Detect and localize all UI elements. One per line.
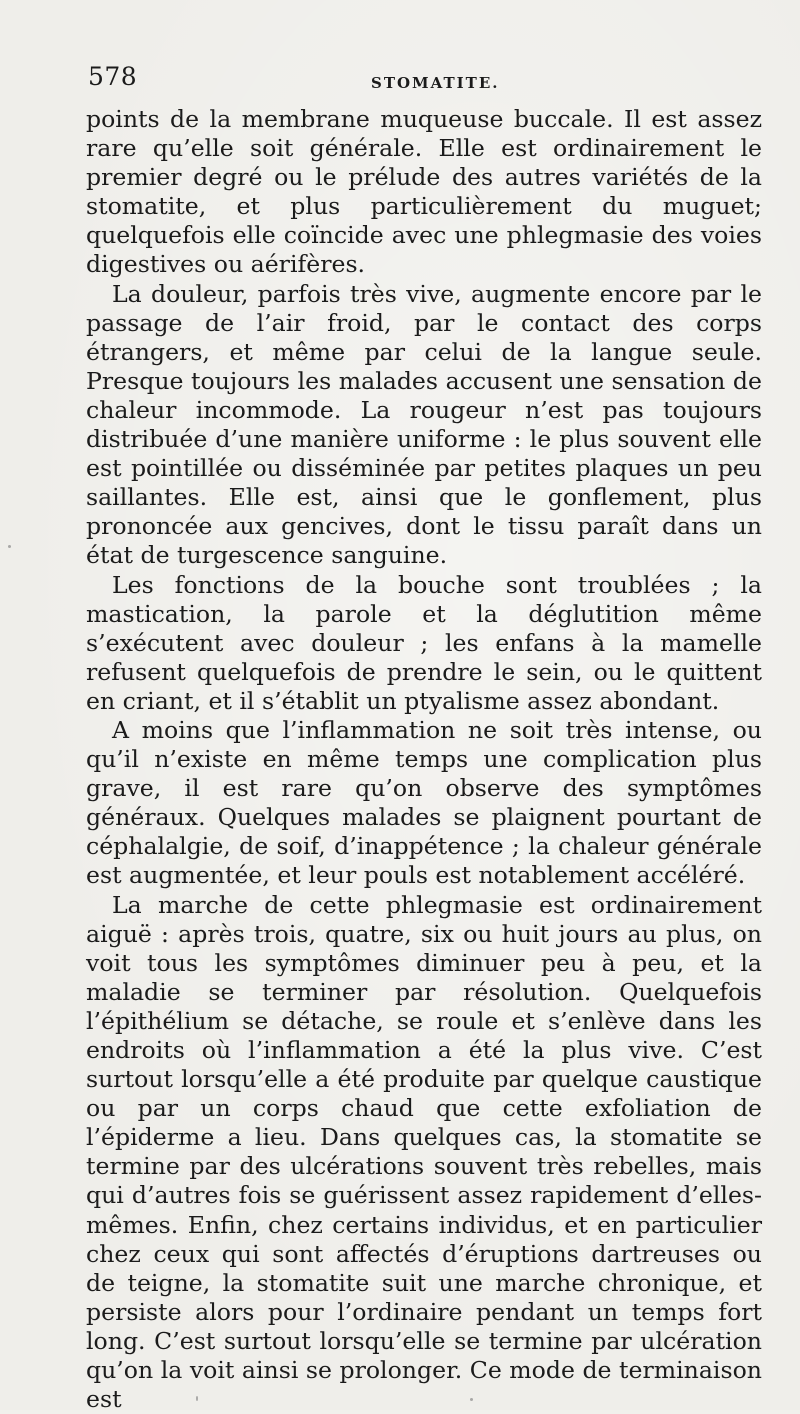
paper-speck [470, 1398, 473, 1401]
paragraph-4: A moins que l’inflammation ne soit très intense, ou qu’il n’existe en même temps une complication plus grave, il est rare qu’on observe des symptômes généraux. Quelques malades se plaignent pourtant de céphalalgie, de soif, d’inappétence ; la chaleur générale est augmentée, et leur pouls est notablement accéléré. [86, 715, 762, 890]
page-number: 578 [88, 62, 138, 91]
page-header [86, 62, 776, 102]
body-text [86, 105, 762, 1414]
paper-speck [8, 545, 11, 548]
paragraph-5: La marche de cette phlegmasie est ordinairement aiguë : après trois, quatre, six ou huit jours au plus, on voit tous les symptômes diminuer peu à peu, et la maladie se terminer par résolution. Quelquefois l’épithélium se détache, se roule et s’enlève dans les endroits où l’inflammation a été la plus vive. C’est surtout lorsqu’elle a été produite par quelque caustique ou par un corps chaud que cette exfoliation de l’épiderme a lieu. Dans quelques cas, la stomatite se termine par des ulcérations souvent très rebelles, mais qui d’autres fois se guérissent assez rapidement d’elles-mêmes. Enfin, chez certains individus, et en particulier chez ceux qui sont affectés d’éruptions dartreuses ou de teigne, la stomatite suit une marche chronique, et persiste alors pour l’ordinaire pendant un temps fort long. C’est surtout lorsqu’elle se termine par ulcération qu’on la voit ainsi se prolonger. Ce mode de terminaison est [86, 890, 762, 1414]
paragraph-1: points de la membrane muqueuse buccale. Il est assez rare qu’elle soit générale. Elle est ordinairement le premier degré ou le prélude des autres variétés de la stomatite, et plus particulièrement du muguet; quelquefois elle coïncide avec une phlegmasie des voies digestives ou aérifères. [86, 105, 762, 279]
paper-speck [196, 1396, 198, 1401]
paragraph-2: La douleur, parfois très vive, augmente encore par le passage de l’air froid, par le contact des corps étrangers, et même par celui de la langue seule. Presque toujours les malades accusent une sensation de chaleur incommode. La rougeur n’est pas toujours distribuée d’une manière uniforme : le plus souvent elle est pointillée ou disséminée par petites plaques un peu saillantes. Elle est, ainsi que le gonflement, plus prononcée aux gencives, dont le tissu paraît dans un état de turgescence sanguine. [86, 279, 762, 570]
paragraph-3: Les fonctions de la bouche sont troublées ; la mastication, la parole et la déglutition même s’exécutent avec douleur ; les enfans à la mamelle refusent quelquefois de prendre le sein, ou le quittent en criant, et il s’établit un ptyalisme assez abondant. [86, 570, 762, 715]
running-head: STOMATITE. [371, 74, 500, 92]
